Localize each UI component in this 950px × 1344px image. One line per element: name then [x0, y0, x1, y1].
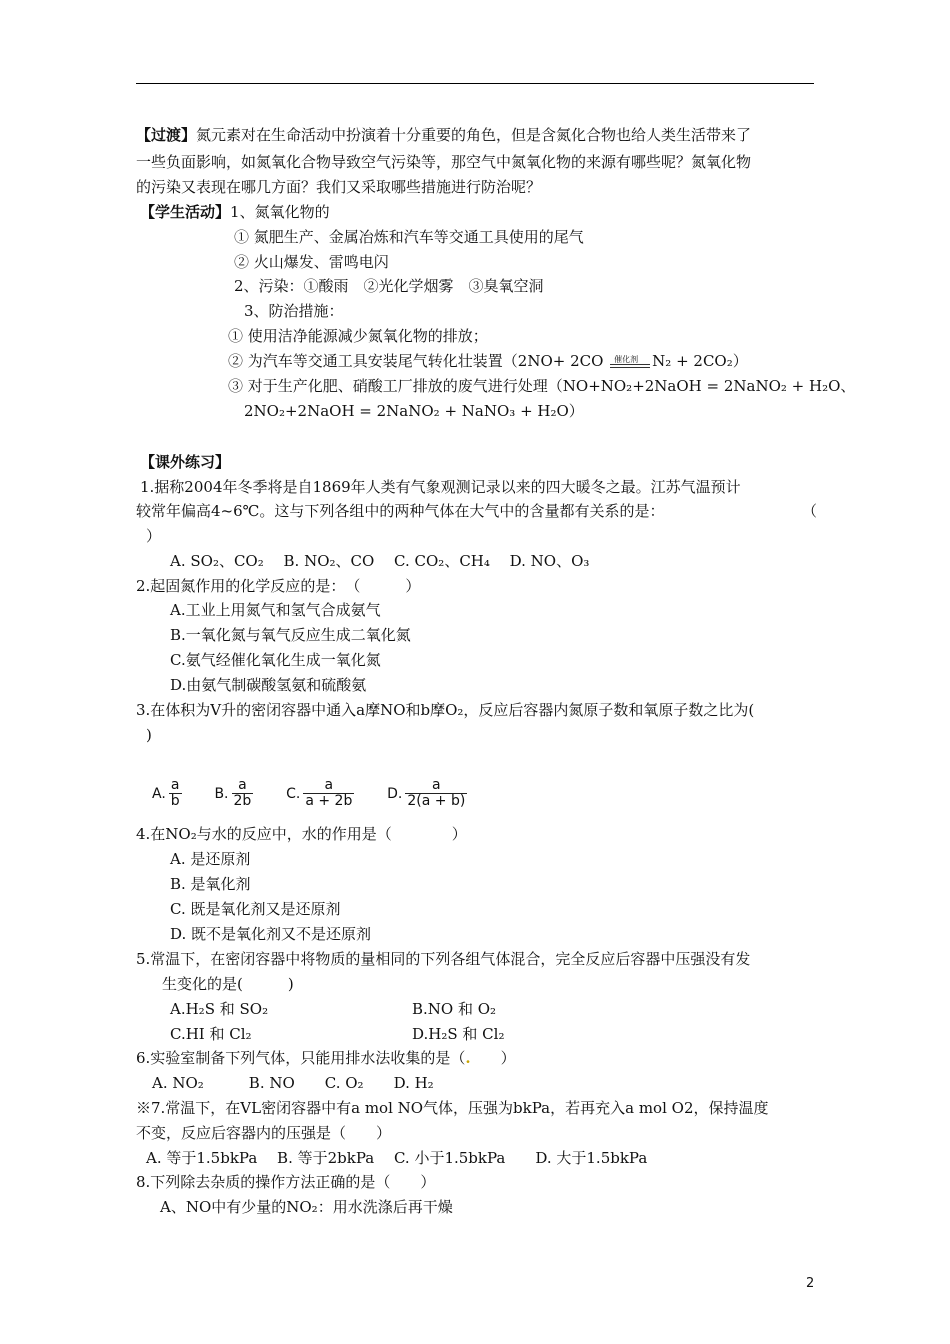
page-number: 2 — [806, 1276, 815, 1291]
q3-close: ) — [146, 726, 152, 744]
q6-options: A. NO₂ B. NO C. O₂ D. H₂ — [152, 1074, 434, 1092]
activity-heading: 【学生活动】1、氮氧化物的 — [140, 203, 330, 221]
q2-option-a: A.工业上用氮气和氢气合成氨气 — [170, 601, 381, 619]
q3-option-d: D. $\frac{a}{2(a + b)}$ — [387, 777, 466, 809]
q4-stem: 4.在NO₂与水的反应中，水的作用是（ ） — [136, 825, 467, 843]
measure-2: ② 为汽车等交通工具安装尾气转化壮装置（2NO+ 2CO 催化剂 N₂ + 2CO₂） — [228, 352, 748, 370]
q4-option-b: B. 是氧化剂 — [170, 875, 251, 893]
q2-option-d: D.由氨气制碳酸氢氨和硫酸氨 — [170, 676, 367, 694]
measure-3-line-1: ③ 对于生产化肥、硝酸工厂排放的废气进行处理（NO+NO₂+2NaOH = 2NaNO₂ + H₂O、 — [228, 377, 856, 395]
q7-options: A. 等于1.5bkPa B. 等于2bkPa C. 小于1.5bkPa D. 大于1.5bkPa — [146, 1149, 648, 1167]
q1-line-1: 1.据称2004年冬季将是自1869年人类有气象观测记录以来的四大暖冬之最。江苏气温预计 — [140, 478, 741, 496]
q8-option-a: A、NO中有少量的NO₂：用水洗涤后再干燥 — [160, 1198, 453, 1216]
q2-stem: 2.起固氮作用的化学反应的是： （ ） — [136, 577, 421, 595]
q3-option-c: C. $\frac{a}{a + 2b}$ — [286, 777, 353, 809]
measure-3-line-2: 2NO₂+2NaOH = 2NaNO₂ + NaNO₃ + H₂O） — [244, 402, 584, 420]
q1-line-2: 较常年偏高4~6℃。这与下列各组中的两种气体在大气中的含量都有关系的是： — [136, 502, 665, 520]
pollution-line: 2、污染：①酸雨 ②光化学烟雾 ③臭氧空洞 — [234, 277, 544, 295]
q4-option-a: A. 是还原剂 — [170, 850, 251, 868]
q4-option-d: D. 既不是氧化剂又不是还原剂 — [170, 925, 372, 943]
q4-option-c: C. 既是氧化剂又是还原剂 — [170, 900, 341, 918]
q3-stem: 3.在体积为V升的密闭容器中通入a摩NO和b摩O₂，反应后容器内氮原子数和氧原子数之比为( — [136, 701, 755, 719]
q3-option-b: B. $\frac{a}{2b}$ — [214, 777, 252, 809]
q3-option-a: A. $\frac{a}{b}$ — [152, 777, 180, 809]
transition-line-3: 的污染又表现在哪几方面？我们又采取哪些措施进行防治呢？ — [136, 178, 542, 196]
exercise-heading: 【课外练习】 — [140, 453, 231, 471]
q1-paren-open: （ — [802, 502, 818, 520]
q5-option-b: B.NO 和 O₂ — [412, 1000, 497, 1018]
q5-line-2: 生变化的是( ) — [162, 975, 294, 993]
q6-stem: 6.实验室制备下列气体，只能用排水法收集的是（. ） — [136, 1049, 516, 1067]
q5-option-d: D.H₂S 和 Cl₂ — [412, 1025, 505, 1043]
q5-option-a: A.H₂S 和 SO₂ — [170, 1000, 269, 1018]
q1-options: A. SO₂、CO₂ B. NO₂、CO C. CO₂、CH₄ D. NO、O₃ — [170, 552, 590, 570]
q7-line-1: ※7.常温下，在VL密闭容器中有a mol NO气体，压强为bkPa，若再充入a mol O2，保持温度 — [136, 1099, 769, 1117]
header-rule — [136, 83, 814, 84]
measures-heading: 3、防治措施： — [244, 302, 344, 320]
measure-1: ① 使用洁净能源减少氮氧化物的排放； — [228, 327, 488, 345]
q5-line-1: 5.常温下，在密闭容器中将物质的量相同的下列各组气体混合，完全反应后容器中压强没有发 — [136, 950, 751, 968]
q3-options — [152, 778, 495, 809]
transition-line-1: 【过渡】氮元素对在生命活动中扮演着十分重要的角色，但是含氮化合物也给人类生活带来了 — [136, 126, 752, 144]
q8-stem: 8.下列除去杂质的操作方法正确的是（ ） — [136, 1173, 436, 1191]
q7-line-2: 不变，反应后容器内的压强是（ ） — [136, 1124, 392, 1142]
q5-option-c: C.HI 和 Cl₂ — [170, 1025, 252, 1043]
q1-paren-close: ） — [146, 527, 162, 545]
q2-option-c: C.氨气经催化氧化生成一氧化氮 — [170, 651, 381, 669]
transition-line-2: 一些负面影响，如氮氧化合物导致空气污染等，那空气中氮氧化物的来源有哪些呢？氮氧化物 — [136, 153, 752, 171]
source-1: ① 氮肥生产、金属冶炼和汽车等交通工具使用的尾气 — [234, 228, 584, 246]
catalyst-arrow: 催化剂 — [610, 355, 650, 369]
source-2: ② 火山爆发、雷鸣电闪 — [234, 253, 389, 271]
q2-option-b: B.一氧化氮与氧气反应生成二氧化氮 — [170, 626, 411, 644]
